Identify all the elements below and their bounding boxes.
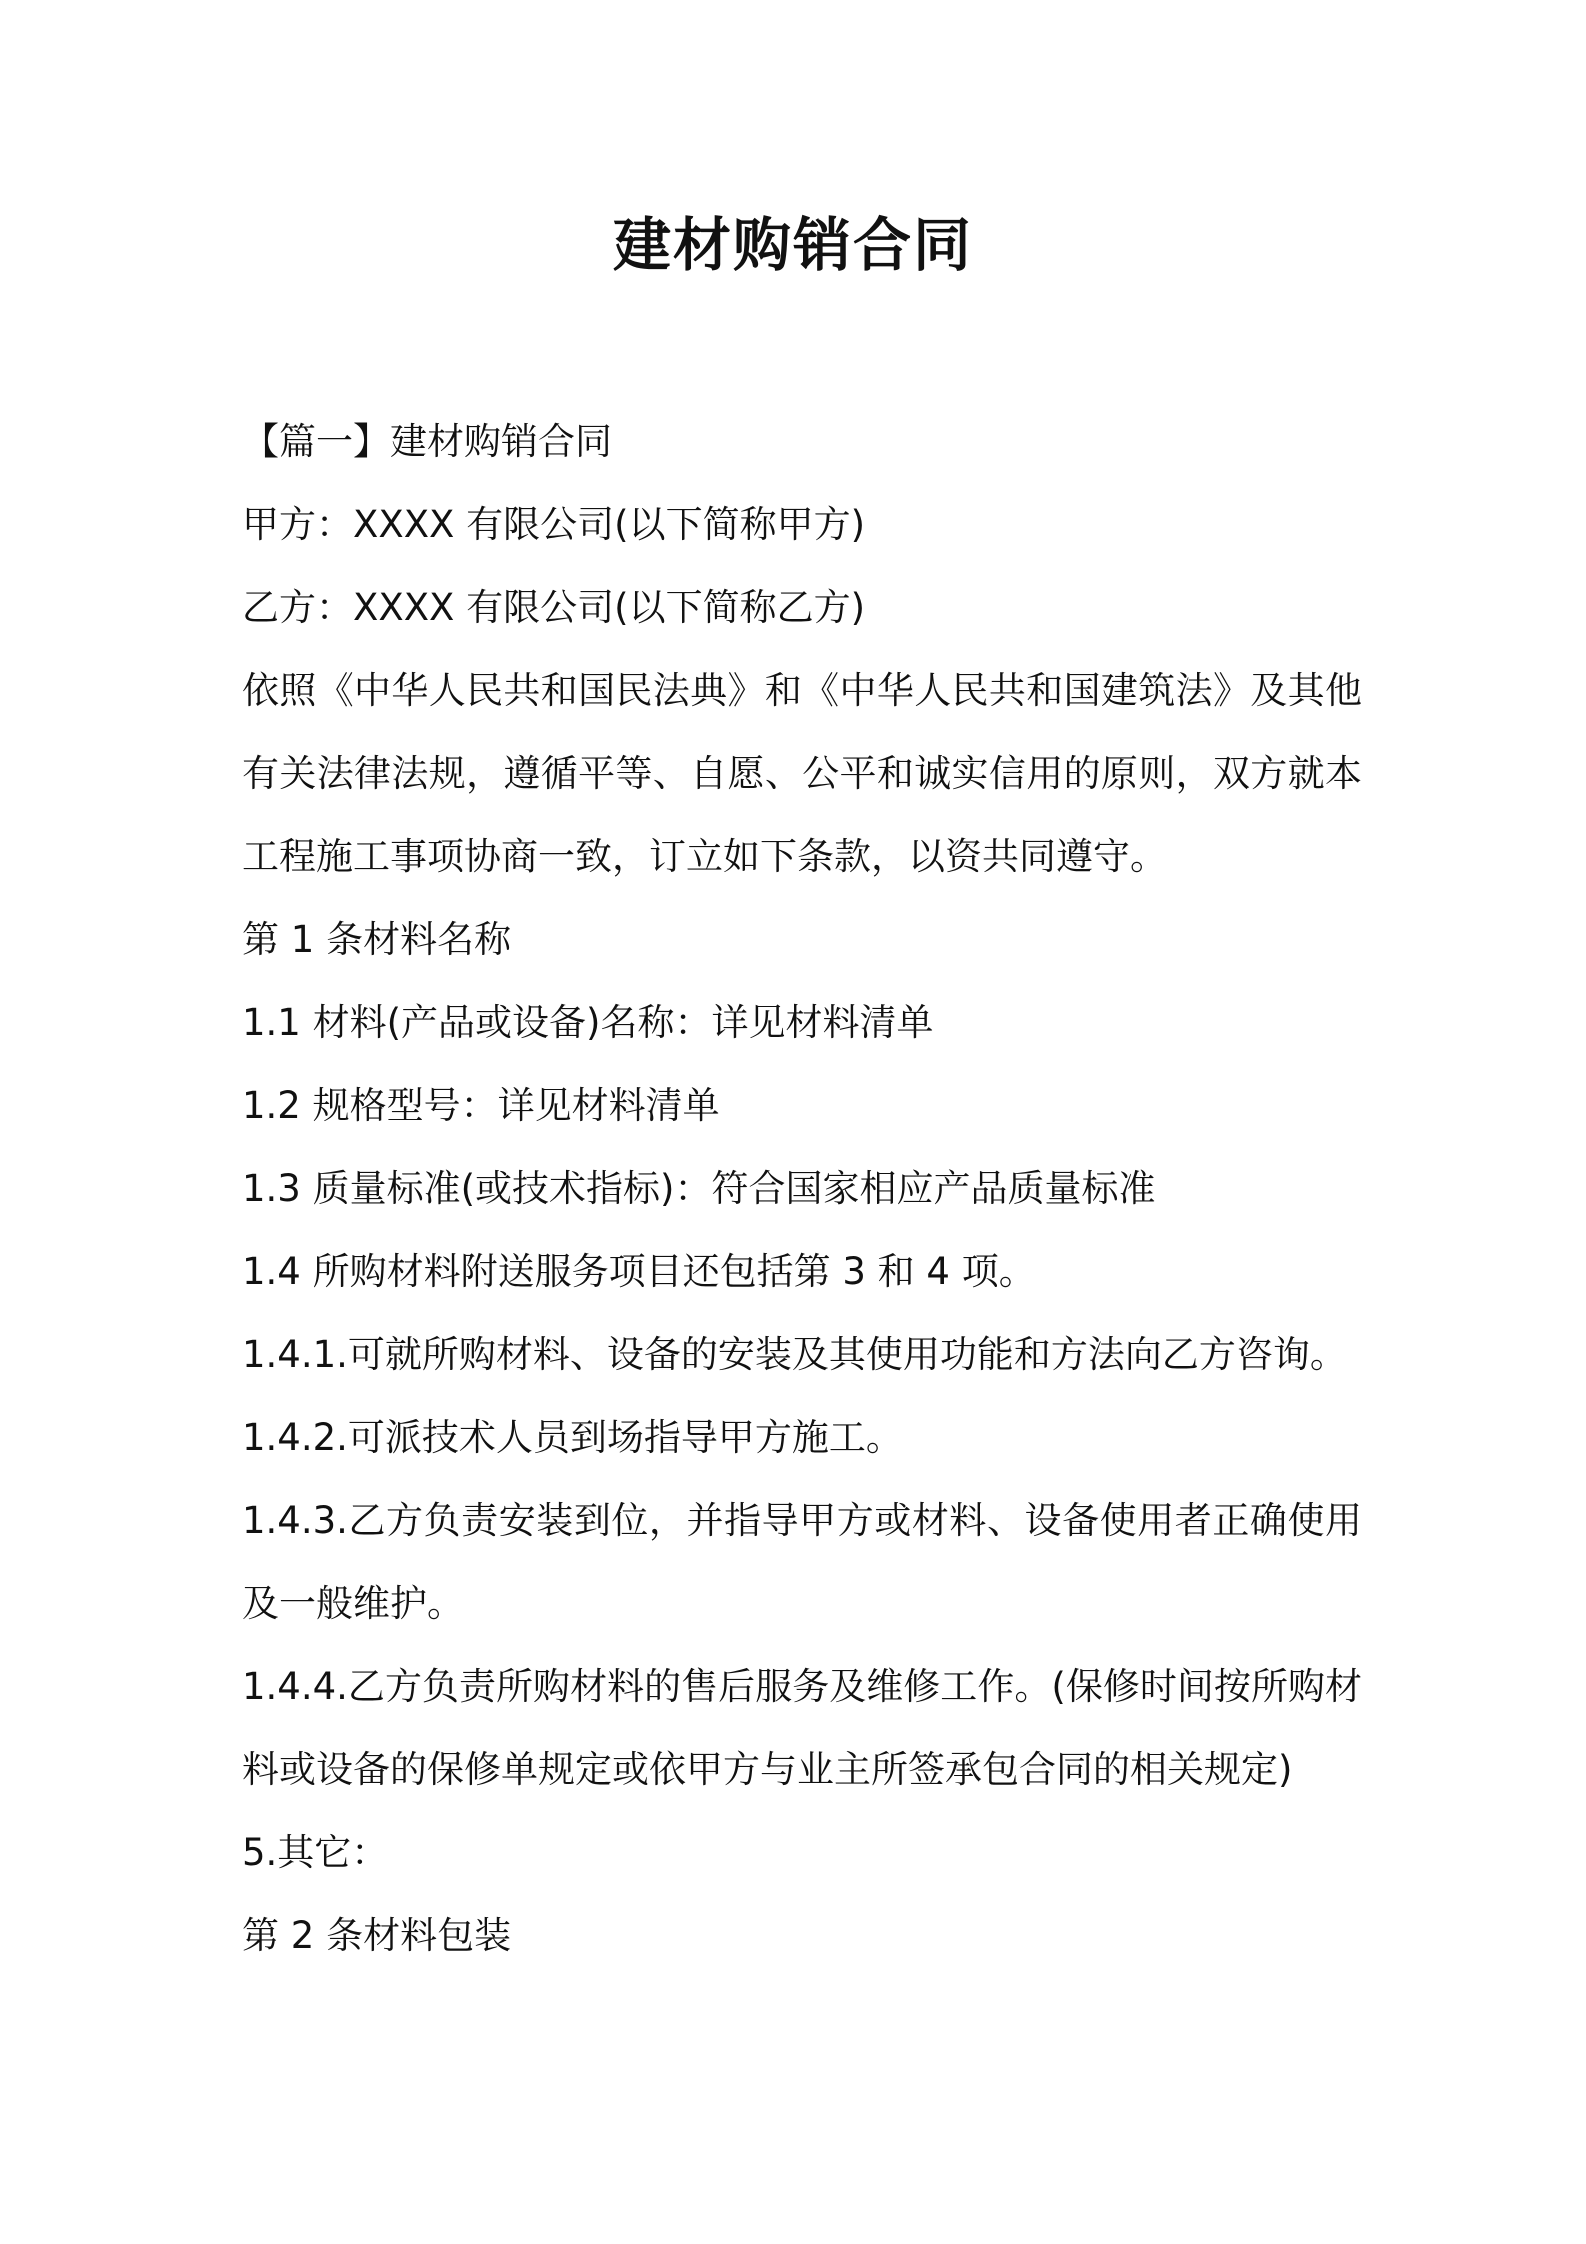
article-1-heading: 第 1 条材料名称 — [242, 918, 512, 961]
clause-1-4-1: 1.4.1.可就所购材料、设备的安装及其使用功能和方法向乙方咨询。 — [242, 1333, 1347, 1376]
clause-1-2: 1.2 规格型号：详见材料清单 — [242, 1084, 720, 1127]
clause-1-4-3: 1.4.3.乙方负责安装到位，并指导甲方或材料、设备使用者正确使用及一般维护。 — [242, 1499, 1362, 1625]
clause-5-other: 5.其它： — [242, 1831, 389, 1874]
party-b-line: 乙方：XXXX 有限公司(以下简称乙方) — [242, 586, 866, 629]
document-body — [242, 400, 1362, 1977]
party-a-line: 甲方：XXXX 有限公司(以下简称甲方) — [242, 503, 866, 546]
clause-1-1: 1.1 材料(产品或设备)名称：详见材料清单 — [242, 1001, 934, 1044]
clause-1-4: 1.4 所购材料附送服务项目还包括第 3 和 4 项。 — [242, 1250, 1036, 1293]
clause-1-3: 1.3 质量标准(或技术指标)：符合国家相应产品质量标准 — [242, 1167, 1156, 1210]
document-title: 建材购销合同 — [612, 211, 973, 279]
preamble-paragraph: 依照《中华人民共和国民法典》和《中华人民共和国建筑法》及其他有关法律法规，遵循平等、自愿、公平和诚实信用的原则，双方就本工程施工事项协商一致，订立如下条款，以资共同遵守。 — [242, 669, 1362, 878]
section-heading-part-one: 【篇一】建材购销合同 — [242, 420, 612, 463]
clause-1-4-2: 1.4.2.可派技术人员到场指导甲方施工。 — [242, 1416, 903, 1459]
clause-1-4-4: 1.4.4.乙方负责所购材料的售后服务及维修工作。(保修时间按所购材料或设备的保修单规定或依甲方与业主所签承包合同的相关规定) — [242, 1665, 1362, 1791]
article-2-heading: 第 2 条材料包装 — [242, 1914, 512, 1957]
